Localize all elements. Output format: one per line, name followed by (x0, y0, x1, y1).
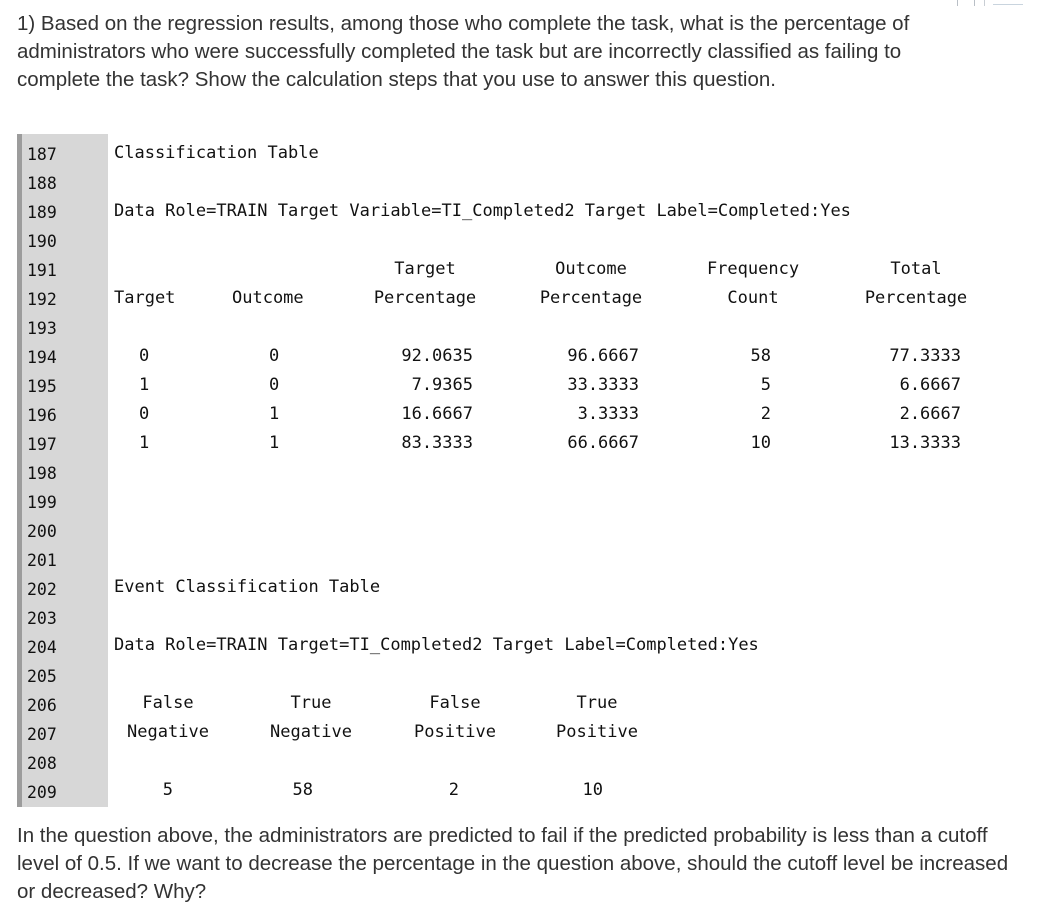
cell-frequency: 58 (750, 346, 771, 366)
cell-target: 1 (139, 375, 150, 395)
header-total-2: Percentage (864, 288, 968, 308)
line-number: 196 (27, 406, 57, 425)
header-false-positive-2: Positive (414, 722, 496, 742)
cell-total-percentage: 13.3333 (889, 433, 961, 453)
header-true-negative-1: True (290, 693, 332, 713)
header-true-negative-2: Negative (270, 722, 352, 742)
cell-total-percentage: 77.3333 (889, 346, 961, 366)
header-total-1: Total (890, 259, 942, 279)
cell-target-percentage: 16.6667 (401, 404, 473, 424)
line-number: 200 (27, 522, 57, 541)
header-target-percentage-2: Percentage (373, 288, 477, 308)
cell-frequency: 10 (750, 433, 771, 453)
line-number: 209 (27, 783, 57, 802)
cell-total-percentage: 2.6667 (899, 404, 961, 424)
line-number: 190 (27, 232, 57, 251)
cell-outcome: 0 (269, 346, 280, 366)
cell-outcome-percentage: 33.3333 (567, 375, 639, 395)
header-target: Target (114, 288, 176, 308)
line-number: 192 (27, 290, 57, 309)
classification-table-subtitle: Data Role=TRAIN Target Variable=TI_Completed2 Target Label=Completed:Yes (114, 201, 851, 221)
line-number: 188 (27, 174, 57, 193)
line-number: 189 (27, 203, 57, 222)
cell-target-percentage: 92.0635 (401, 346, 473, 366)
cell-outcome: 1 (269, 433, 280, 453)
question-1-text: 1) Based on the regression results, among those who complete the task, what is the percentage of administrators who were successfully completed the task but are incorrectly classified as failing to complete the task? Show the calculation steps that you use to answer this question. (17, 12, 910, 91)
event-table-title: Event Classification Table (114, 577, 381, 597)
cell-outcome-percentage: 3.3333 (577, 404, 639, 424)
header-outcome-percentage-2: Percentage (539, 288, 643, 308)
cell-outcome: 1 (269, 404, 280, 424)
classification-table-title: Classification Table (114, 143, 319, 163)
line-number: 197 (27, 435, 57, 454)
corner-decoration (957, 0, 975, 6)
question-2-text: In the question above, the administrators are predicted to fail if the predicted probability is less than a cutoff level of 0.5. If we want to decrease the percentage in the question above, should the cutoff level be increased or decreased? Why? (17, 824, 1009, 903)
sas-output-panel (17, 134, 1017, 807)
line-number: 207 (27, 725, 57, 744)
cell-target: 0 (139, 346, 150, 366)
header-false-positive-1: False (429, 693, 481, 713)
line-number: 204 (27, 638, 57, 657)
line-number: 194 (27, 348, 57, 367)
value-true-negative: 58 (292, 780, 313, 800)
line-number: 198 (27, 464, 57, 483)
cell-outcome-percentage: 96.6667 (567, 346, 639, 366)
line-number: 195 (27, 377, 57, 396)
cell-frequency: 2 (760, 404, 771, 424)
line-number: 187 (27, 145, 57, 164)
line-number: 193 (27, 319, 57, 338)
line-number: 199 (27, 493, 57, 512)
header-false-negative-2: Negative (127, 722, 209, 742)
event-table-subtitle: Data Role=TRAIN Target=TI_Completed2 Target Label=Completed:Yes (114, 635, 759, 655)
header-target-percentage-1: Target (394, 259, 456, 279)
cell-target: 1 (139, 433, 150, 453)
cell-frequency: 5 (760, 375, 771, 395)
line-number: 206 (27, 696, 57, 715)
line-number: 191 (27, 261, 57, 280)
cell-outcome: 0 (269, 375, 280, 395)
cell-target-percentage: 83.3333 (401, 433, 473, 453)
header-frequency-1: Frequency (706, 259, 800, 279)
header-frequency-2: Count (727, 288, 779, 308)
corner-separator (984, 0, 985, 6)
value-false-positive: 2 (448, 780, 459, 800)
line-number: 202 (27, 580, 57, 599)
header-false-negative-1: False (142, 693, 194, 713)
header-true-positive-1: True (576, 693, 618, 713)
cell-target: 0 (139, 404, 150, 424)
header-outcome-percentage-1: Outcome (555, 259, 627, 279)
header-outcome: Outcome (232, 288, 304, 308)
corner-decoration-2 (993, 0, 1023, 5)
line-number: 205 (27, 667, 57, 686)
value-true-positive: 10 (582, 780, 603, 800)
cell-outcome-percentage: 66.6667 (567, 433, 639, 453)
header-true-positive-2: Positive (556, 722, 638, 742)
line-number: 203 (27, 609, 57, 628)
value-false-negative: 5 (162, 780, 173, 800)
line-number: 208 (27, 754, 57, 773)
cell-total-percentage: 6.6667 (899, 375, 961, 395)
line-number: 201 (27, 551, 57, 570)
cell-target-percentage: 7.9365 (411, 375, 473, 395)
